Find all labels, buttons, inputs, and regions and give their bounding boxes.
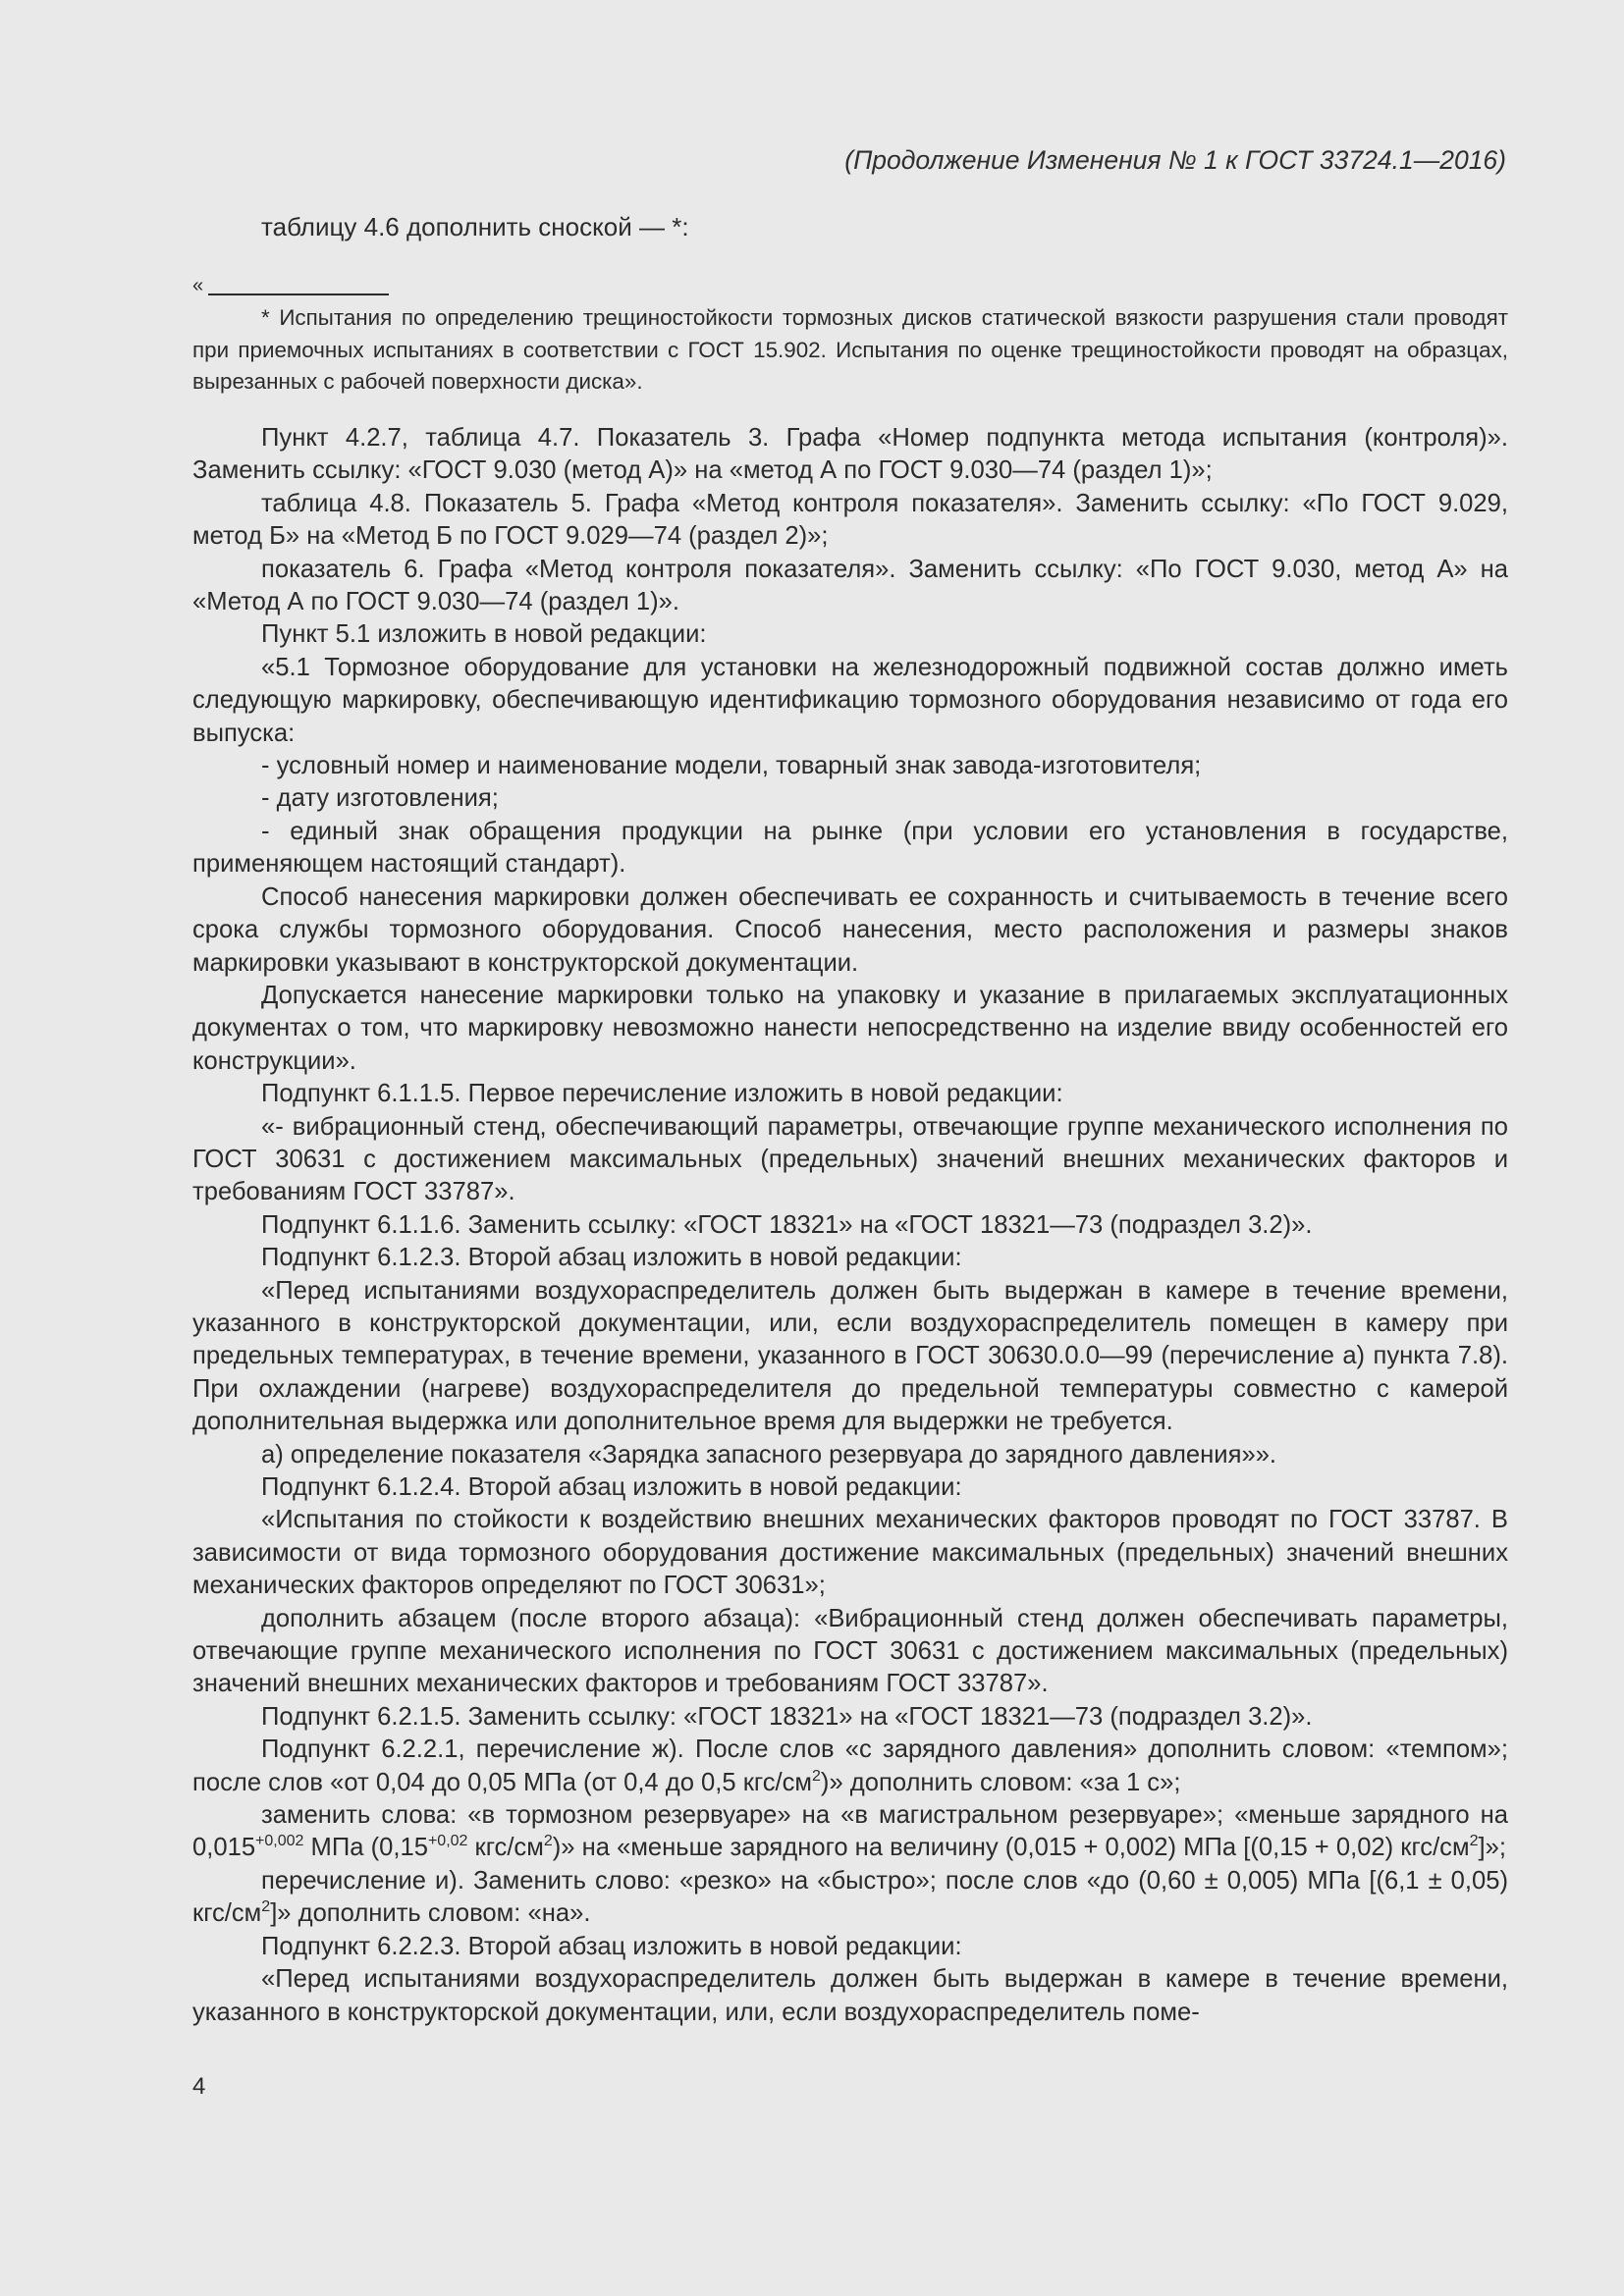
paragraph-replace-words: заменить слова: «в тормозном резервуаре» на «в магистральном резервуаре»; «меньше зарядного на $0,015^{+0,002}$ МПа ($0,15^{+0,02}$ кгс/$см^2$)» на «меньше зарядного на величину (0,015 + 0,002) МПа [(0,15 + 0,02) кгс/$см^2$]»; [192, 1801, 1508, 1862]
paragraph: Пункт 4.2.7, таблица 4.7. Показатель 3. Графа «Номер подпункта метода испытания (контроля)». Заменить ссылку: «ГОСТ 9.030 (метод А)» на «метод А по ГОСТ 9.030—74 (раздел 1)»; [192, 424, 1508, 485]
body-text [192, 422, 1508, 2029]
paragraph: а) определение показателя «Зарядка запасного резервуара до зарядного давления»». [261, 1440, 1277, 1468]
footnote-open-quote: « [192, 275, 204, 296]
lead-paragraph: таблицу 4.6 дополнить сноской — *: [261, 212, 689, 241]
paragraph-enumeration-i: перечисление и). Заменить слово: «резко» на «быстро»; после слов «до (0,60 ± 0,005) МПа [(6,1 ± 0,05) кгс/$см^2$]» дополнить словом: «на». [192, 1866, 1508, 1928]
paragraph: «5.1 Тормозное оборудование для установки на железнодорожный подвижной состав должно иметь следующую маркировку, обеспечивающую идентификацию тормозного оборудования независимо от года его выпуска: [192, 653, 1508, 747]
paragraph: Пункт 5.1 изложить в новой редакции: [261, 620, 707, 649]
page-number: 4 [192, 2073, 206, 2100]
paragraph: таблица 4.8. Показатель 5. Графа «Метод контроля показателя». Заменить ссылку: «По ГОСТ 9.029, метод Б» на «Метод Б по ГОСТ 9.029—74 (раздел 2)»; [192, 489, 1508, 551]
paragraph: «Перед испытаниями воздухораспределитель должен быть выдержан в камере в течение времени, указанного в конструкторской документации, или, если воздухораспределитель помещен в камеру при предельных температурах, в течение времени, указанного в ГОСТ 30630.0.0—99 (перечисление а) пункта 7.8). При охлаждении (нагреве) воздухораспределителя до предельной температуры совместно с камерой дополнительная выдержка или дополнительное время для выдержки не требуется. [192, 1276, 1508, 1436]
paragraph: «Перед испытаниями воздухораспределитель должен быть выдержан в камере в течение времени, указанного в конструкторской документации, или, если воздухораспределитель поме- [192, 1965, 1508, 2026]
footnote-separator [208, 294, 389, 295]
running-header: (Продолжение Изменения № 1 к ГОСТ 33724.1—2016) [844, 145, 1506, 175]
list-item: - дату изготовления; [261, 784, 499, 813]
paragraph: дополнить абзацем (после второго абзаца): «Вибрационный стенд должен обеспечивать параметры, отвечающие группе механического исполнения по ГОСТ 30631 с достижением максимальных (предельных) значений внешних механических факторов и требованиям ГОСТ 33787». [192, 1604, 1508, 1698]
list-item: - единый знак обращения продукции на рынке (при условии его установления в государстве, применяющем настоящий стандарт). [192, 817, 1508, 879]
footnote: * Испытания по определению трещиностойкости тормозных дисков статической вязкости разрушения стали проводят при приемочных испытаниях в соответствии с ГОСТ 15.902. Испытания по оценке трещиностойкости проводят на образцах, вырезанных с рабочей поверхности диска». [192, 305, 1508, 394]
paragraph: Подпункт 6.1.2.4. Второй абзац изложить в новой редакции: [261, 1473, 962, 1501]
paragraph: Допускается нанесение маркировки только на упаковку и указание в прилагаемых эксплуатационных документах о том, что маркировку невозможно нанести непосредственно на изделие ввиду особенностей его конструкции». [192, 981, 1508, 1075]
paragraph: Подпункт 6.1.1.6. Заменить ссылку: «ГОСТ 18321» на «ГОСТ 18321—73 (подраздел 3.2)». [261, 1210, 1313, 1239]
paragraph: «- вибрационный стенд, обеспечивающий параметры, отвечающие группе механического исполнения по ГОСТ 30631 с достижением максимальных (предельных) значений внешних механических факторов и требованиям ГОСТ 33787». [192, 1112, 1508, 1206]
paragraph: Способ нанесения маркировки должен обеспечивать ее сохранность и считываемость в течение всего срока службы тормозного оборудования. Способ нанесения, место расположения и размеры знаков маркировки указывают в конструкторской документации. [192, 882, 1508, 977]
paragraph: Подпункт 6.1.2.3. Второй абзац изложить в новой редакции: [261, 1244, 962, 1272]
paragraph: Подпункт 6.2.1.5. Заменить ссылку: «ГОСТ 18321» на «ГОСТ 18321—73 (подраздел 3.2)». [261, 1702, 1313, 1731]
paragraph-6-2-2-1: Подпункт 6.2.2.1, перечисление ж). После слов «с зарядного давления» дополнить словом: «темпом»; после слов «от 0,04 до 0,05 МПа (от 0,4 до 0,5 кгс/$см^2$)» дополнить словом: «за 1 с»; [192, 1735, 1508, 1796]
paragraph: Подпункт 6.1.1.5. Первое перечисление изложить в новой редакции: [261, 1080, 1063, 1108]
paragraph: «Испытания по стойкости к воздействию внешних механических факторов проводят по ГОСТ 33787. В зависимости от вида тормозного оборудования достижение максимальных (предельных) значений внешних механических факторов определяют по ГОСТ 30631»; [192, 1506, 1508, 1600]
list-item: - условный номер и наименование модели, товарный знак завода-изготовителя; [261, 752, 1202, 780]
paragraph: показатель 6. Графа «Метод контроля показателя». Заменить ссылку: «По ГОСТ 9.030, метод А» на «Метод А по ГОСТ 9.030—74 (раздел 1)». [192, 555, 1508, 616]
paragraph: Подпункт 6.2.2.3. Второй абзац изложить в новой редакции: [261, 1932, 962, 1960]
